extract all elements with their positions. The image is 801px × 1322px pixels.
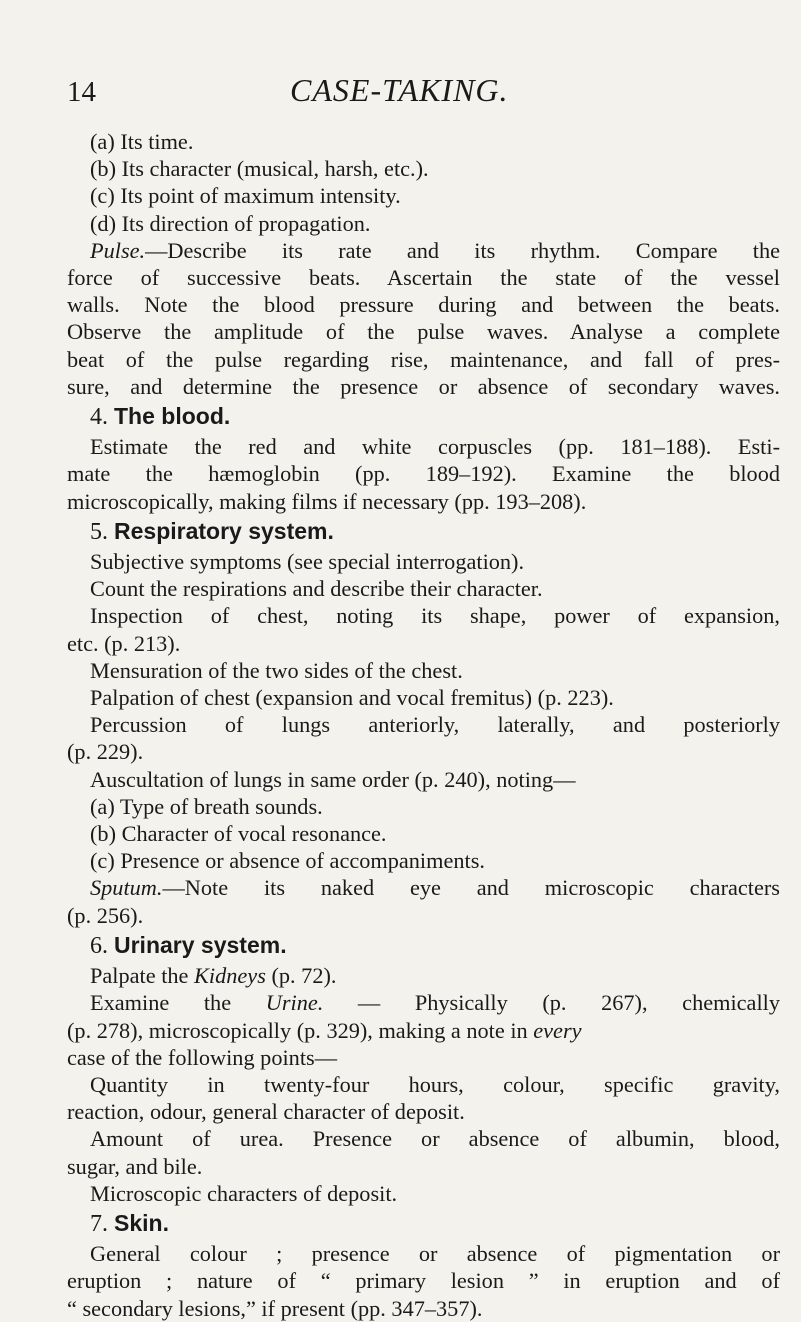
section-heading-blood: 4. The blood. [90,403,231,431]
running-head: CASE-TAKING. [290,72,509,108]
text-line: (p. 229). [67,739,144,765]
text-line: eruption ; nature of “ primary lesion ” in eruption and of [67,1268,780,1294]
text-line: “ secondary lesions,” if present (pp. 347–357). [67,1295,483,1321]
text-line: Mensuration of the two sides of the chest. [90,657,463,683]
text-line: microscopically, making films if necessary (pp. 193–208). [67,488,587,514]
text-line: force of successive beats. Ascertain the state of the vessel [67,265,780,291]
text-line: Examine the Urine. — Physically (p. 267), chemically [90,990,780,1016]
text-line: (b) Its character (musical, harsh, etc.). [90,156,429,182]
pulse-label: Pulse. [90,237,146,263]
text-line: Microscopic characters of deposit. [90,1180,398,1206]
page-header [0,72,801,112]
text-line: General colour ; presence or absence of pigmentation or [90,1241,780,1267]
text-line: walls. Note the blood pressure during and between the beats. [67,292,780,318]
text-line: (p. 278), microscopically (p. 329), making a note in every [67,1017,582,1043]
text-line: Pulse.—Describe its rate and its rhythm. Compare the [90,237,780,263]
section-heading-respiratory: 5. Respiratory system. [90,517,334,545]
text-line: (a) Type of breath sounds. [90,793,323,819]
text-line: case of the following points— [67,1044,337,1070]
text-line: reaction, odour, general character of deposit. [67,1099,465,1125]
text-line: Count the respirations and describe their character. [90,576,543,602]
section-heading-skin: 7. Skin. [90,1209,169,1237]
text-line: Percussion of lungs anteriorly, laterally, and posteriorly [90,712,780,738]
text-line: mate the hæmoglobin (pp. 189–192). Examine the blood [67,461,780,487]
text-line: (a) Its time. [90,129,194,154]
text-line: Quantity in twenty-four hours, colour, specific gravity, [90,1071,780,1097]
text-line: Palpation of chest (expansion and vocal fremitus) (p. 223). [90,685,614,711]
kidneys-label: Kidneys [194,963,266,989]
text-line: Observe the amplitude of the pulse waves. Analyse a complete [67,319,780,345]
page-number: 14 [67,76,96,108]
text-line: (c) Presence or absence of accompaniments. [90,848,485,874]
text-line: Amount of urea. Presence or absence of albumin, blood, [90,1126,780,1152]
text-line: sure, and determine the presence or absence of secondary waves. [67,373,780,399]
text-line: Inspection of chest, noting its shape, power of expansion, [90,603,780,629]
text-line: Auscultation of lungs in same order (p. 240), noting— [90,766,576,792]
text-line: etc. (p. 213). [67,630,181,656]
text-line: Sputum.—Note its naked eye and microscopic characters [90,875,780,901]
text-line: sugar, and bile. [67,1153,203,1179]
text-line: Subjective symptoms (see special interrogation). [90,549,525,575]
text-line: (p. 256). [67,902,144,928]
page-body [67,128,780,1322]
sputum-label: Sputum. [90,875,163,901]
text-line: Estimate the red and white corpuscles (pp. 181–188). Esti- [90,434,780,460]
text-line: Palpate the Kidneys (p. 72). [90,963,337,989]
text-line: (d) Its direction of propagation. [90,210,371,236]
text-line: beat of the pulse regarding rise, maintenance, and fall of pres- [67,346,780,372]
section-heading-urinary: 6. Urinary system. [90,931,287,959]
text-line: (b) Character of vocal resonance. [90,821,387,847]
every-label: every [533,1017,582,1043]
text-line: (c) Its point of maximum intensity. [90,183,401,209]
urine-label: Urine. [265,990,324,1016]
